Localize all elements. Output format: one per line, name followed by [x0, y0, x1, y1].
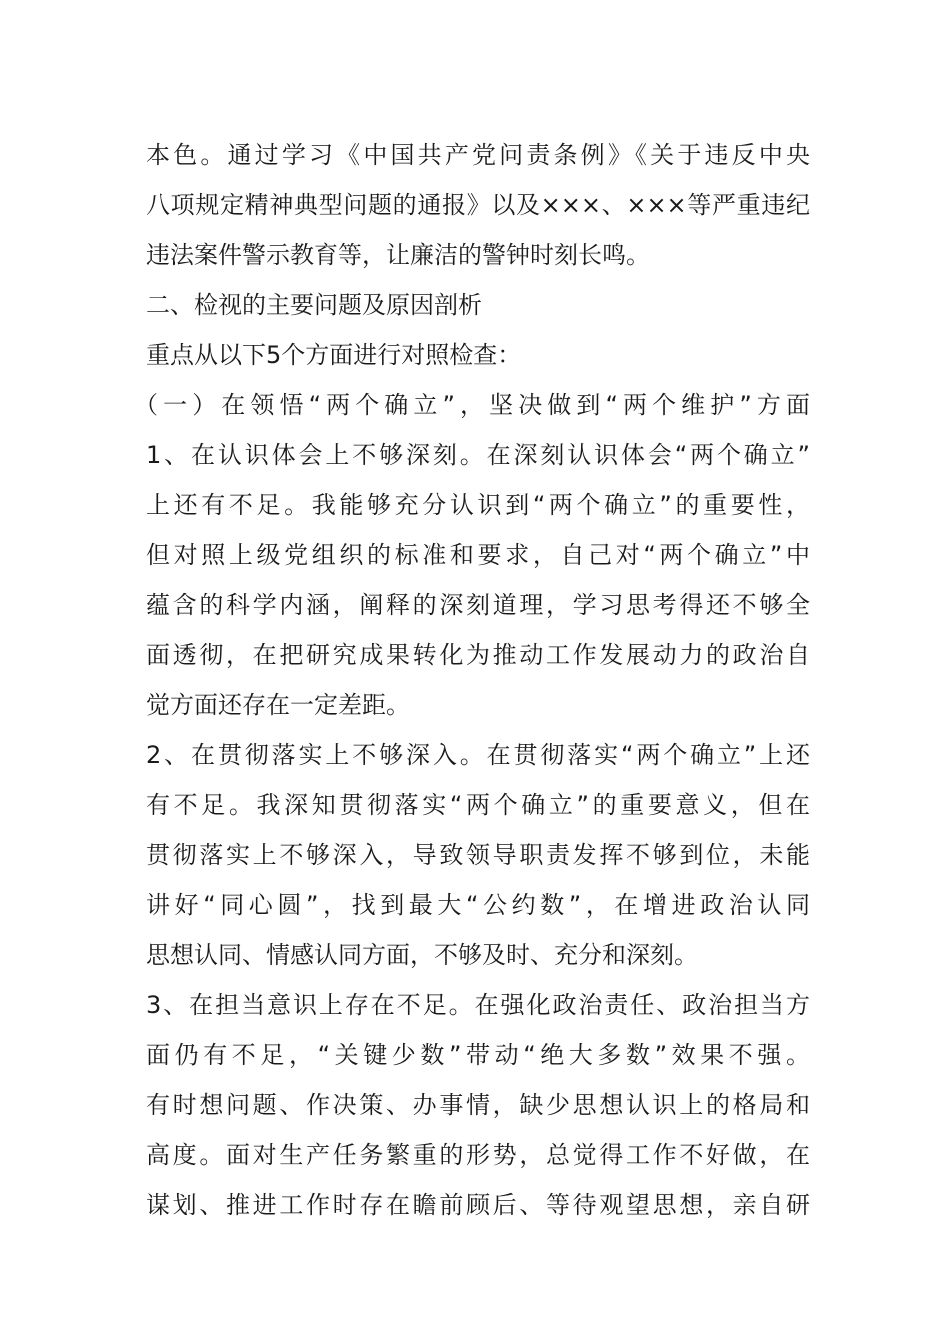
subsection-heading: （一）在领悟“两个确立”，坚决做到“两个维护”方面 [134, 391, 810, 419]
text-line: 面仍有不足，“关键少数”带动“绝大多数”效果不强。 [146, 1041, 810, 1069]
text-line: 觉方面还存在一定差距。 [146, 691, 410, 719]
text-line: 有不足。我深知贯彻落实“两个确立”的重要意义，但在 [146, 791, 810, 819]
text-line: 讲好“同心圆”，找到最大“公约数”，在增进政治认同 [146, 891, 810, 919]
text-line: 谋划、推进工作时存在瞻前顾后、等待观望思想，亲自研 [146, 1191, 810, 1219]
text-line: 1、在认识体会上不够深刻。在深刻认识体会“两个确立” [146, 441, 810, 469]
text-line: 思想认同、情感认同方面，不够及时、充分和深刻。 [146, 941, 698, 969]
text-line: 违法案件警示教育等，让廉洁的警钟时刻长鸣。 [146, 241, 650, 269]
text-line: 蕴含的科学内涵，阐释的深刻道理，学习思考得还不够全 [146, 591, 810, 619]
text-line: 但对照上级党组织的标准和要求，自己对“两个确立”中 [146, 541, 810, 569]
text-line: 八项规定精神典型问题的通报》以及×××、×××等严重违纪 [146, 191, 810, 219]
text-line: 贯彻落实上不够深入，导致领导职责发挥不够到位，未能 [146, 841, 810, 869]
document-body [134, 130, 810, 1230]
text-line: 本色。通过学习《中国共产党问责条例》《关于违反中央 [146, 141, 810, 169]
text-line: 2、在贯彻落实上不够深入。在贯彻落实“两个确立”上还 [146, 741, 810, 769]
text-line: 面透彻，在把研究成果转化为推动工作发展动力的政治自 [146, 641, 810, 669]
text-line: 3、在担当意识上存在不足。在强化政治责任、政治担当方 [146, 991, 810, 1019]
text-line: 有时想问题、作决策、办事情，缺少思想认识上的格局和 [146, 1091, 810, 1119]
text-line: 重点从以下5个方面进行对照检查： [146, 341, 522, 369]
text-line: 上还有不足。我能够充分认识到“两个确立”的重要性， [146, 491, 810, 519]
text-line: 高度。面对生产任务繁重的形势，总觉得工作不好做，在 [146, 1141, 810, 1169]
section-heading: 二、检视的主要问题及原因剖析 [146, 291, 482, 319]
